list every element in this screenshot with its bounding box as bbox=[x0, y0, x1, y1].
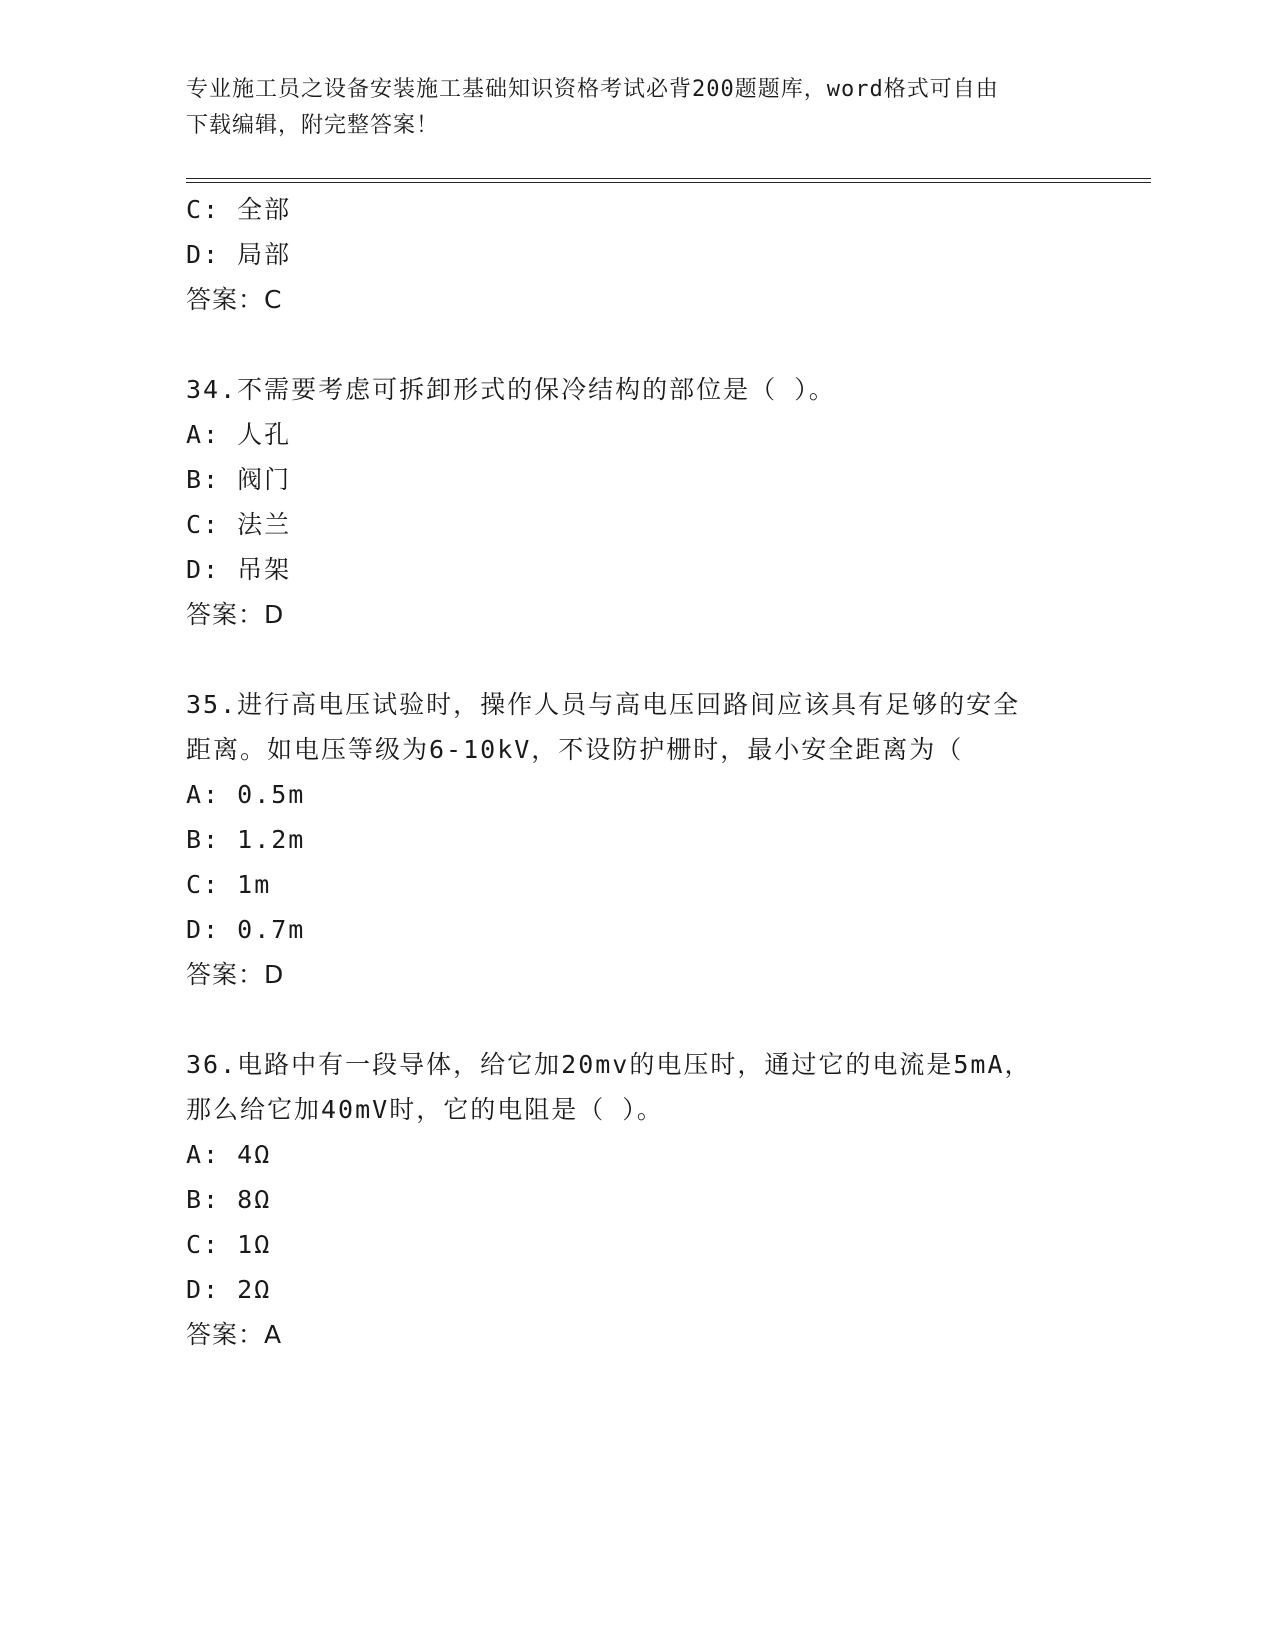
q36-answer: 答案：A bbox=[186, 1320, 283, 1349]
q35-option-a: A: 0.5m bbox=[186, 780, 306, 809]
q33-option-c: C: 全部 bbox=[186, 195, 292, 224]
header-divider-bottom bbox=[186, 182, 1151, 183]
q34-option-c: C: 法兰 bbox=[186, 510, 292, 539]
q35-stem-line2: 距离。如电压等级为6-10kV，不设防护栅时，最小安全距离为（ bbox=[186, 735, 964, 764]
q36-option-d: D: 2Ω bbox=[186, 1275, 272, 1304]
q34-answer: 答案：D bbox=[186, 600, 285, 629]
q35-option-c: C: 1m bbox=[186, 870, 272, 899]
q36-option-c: C: 1Ω bbox=[186, 1230, 272, 1259]
header-divider-top bbox=[186, 178, 1151, 179]
q36-option-a: A: 4Ω bbox=[186, 1140, 272, 1169]
q33-option-d: D: 局部 bbox=[186, 240, 292, 269]
header-title-line1: 专业施工员之设备安装施工基础知识资格考试必背200题题库，word格式可自由 bbox=[186, 77, 999, 102]
q34-stem: 34.不需要考虑可拆卸形式的保冷结构的部位是（ ）。 bbox=[186, 375, 836, 404]
q34-option-a: A: 人孔 bbox=[186, 420, 292, 449]
header-title-line2: 下载编辑，附完整答案！ bbox=[186, 113, 440, 138]
q34-option-b: B: 阀门 bbox=[186, 465, 292, 494]
q33-answer: 答案：C bbox=[186, 285, 283, 314]
q35-stem-line1: 35.进行高电压试验时，操作人员与高电压回路间应该具有足够的安全 bbox=[186, 690, 1021, 719]
q36-stem-line2: 那么给它加40mV时，它的电阻是（ ）。 bbox=[186, 1095, 664, 1124]
q35-option-b: B: 1.2m bbox=[186, 825, 306, 854]
q34-option-d: D: 吊架 bbox=[186, 555, 292, 584]
q36-stem-line1: 36.电路中有一段导体，给它加20mv的电压时，通过它的电流是5mA， bbox=[186, 1050, 1032, 1079]
document-header bbox=[186, 72, 1066, 144]
q35-answer: 答案：D bbox=[186, 960, 285, 989]
q35-option-d: D: 0.7m bbox=[186, 915, 306, 944]
q36-option-b: B: 8Ω bbox=[186, 1185, 272, 1214]
